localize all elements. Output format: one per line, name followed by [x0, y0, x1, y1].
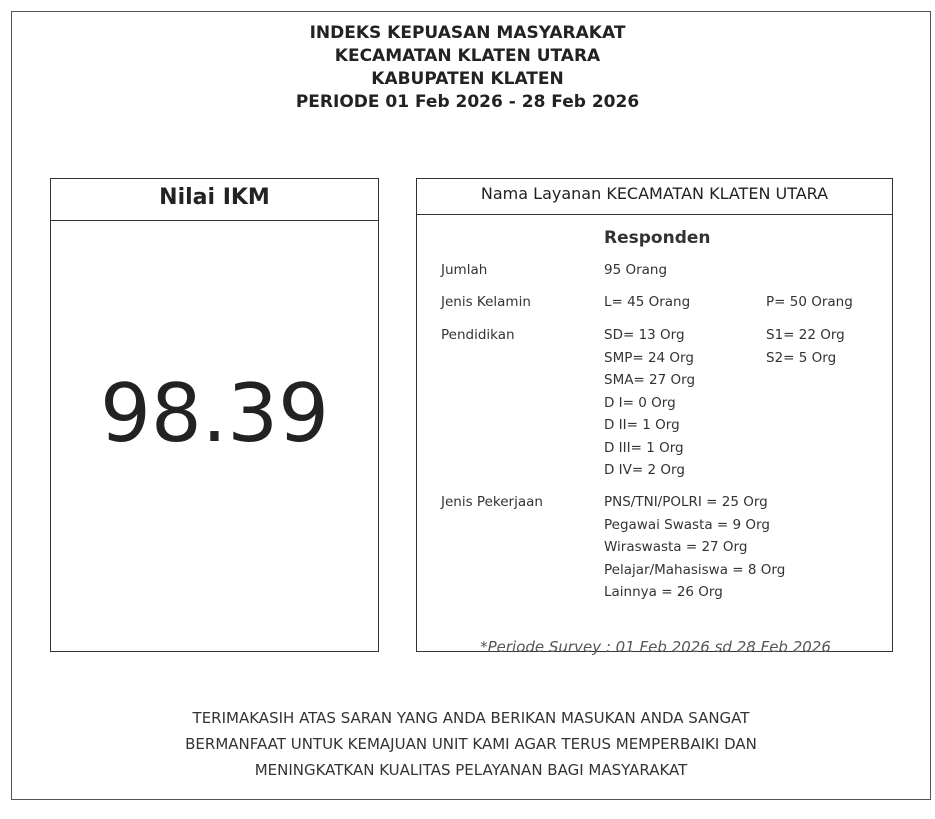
gender-label: Jenis Kelamin	[441, 294, 531, 310]
education-item: S2= 5 Org	[766, 349, 837, 366]
header-regency: KABUPATEN KLATEN	[371, 69, 564, 89]
ikm-panel	[50, 178, 379, 652]
education-item: D I= 0 Org	[604, 394, 676, 411]
service-panel	[416, 178, 893, 656]
education-item: SMA= 27 Org	[604, 372, 696, 388]
thank-you-message	[0, 705, 935, 783]
education-item: D II= 1 Org	[604, 417, 680, 433]
header-title: INDEKS KEPUASAN MASYARAKAT	[309, 23, 626, 43]
header-district: KECAMATAN KLATEN UTARA	[334, 46, 601, 66]
footer-line: TERIMAKASIH ATAS SARAN YANG ANDA BERIKAN MASUKAN ANDA SANGAT	[192, 709, 750, 727]
footer-line: MENINGKATKAN KUALITAS PELAYANAN BAGI MASYARAKAT	[254, 761, 688, 779]
education-item: D III= 1 Org	[604, 439, 684, 456]
jumlah-label: Jumlah	[441, 262, 488, 278]
ikm-title: Nilai IKM	[51, 179, 378, 221]
education-item: D IV= 2 Org	[604, 462, 685, 478]
education-item: S1= 22 Org	[766, 327, 845, 343]
gender-female: P= 50 Orang	[766, 294, 853, 310]
job-item: Wiraswasta = 27 Org	[604, 539, 748, 555]
education-label: Pendidikan	[441, 327, 515, 343]
education-item: SD= 13 Org	[604, 327, 685, 343]
jobs-label: Jenis Pekerjaan	[441, 494, 543, 510]
job-item: PNS/TNI/POLRI = 25 Org	[604, 494, 768, 510]
footer-line: BERMANFAAT UNTUK KEMAJUAN UNIT KAMI AGAR TERUS MEMPERBAIKI DAN	[185, 735, 757, 753]
gender-male: L= 45 Orang	[604, 294, 691, 310]
ikm-value: 98.39	[99, 367, 330, 460]
respondents-title: Responden	[604, 228, 711, 248]
education-item: SMP= 24 Org	[604, 349, 694, 366]
page-header	[0, 22, 935, 114]
job-item: Pelajar/Mahasiswa = 8 Org	[604, 561, 786, 578]
survey-period-note: *Periode Survey : 01 Feb 2026 sd 28 Feb 2026	[480, 638, 831, 656]
service-title: Nama Layanan KECAMATAN KLATEN UTARA	[417, 179, 892, 215]
header-period: PERIODE 01 Feb 2026 - 28 Feb 2026	[295, 92, 640, 112]
jumlah-value: 95 Orang	[604, 262, 668, 278]
job-item: Lainnya = 26 Org	[604, 584, 723, 600]
job-item: Pegawai Swasta = 9 Org	[604, 516, 770, 533]
